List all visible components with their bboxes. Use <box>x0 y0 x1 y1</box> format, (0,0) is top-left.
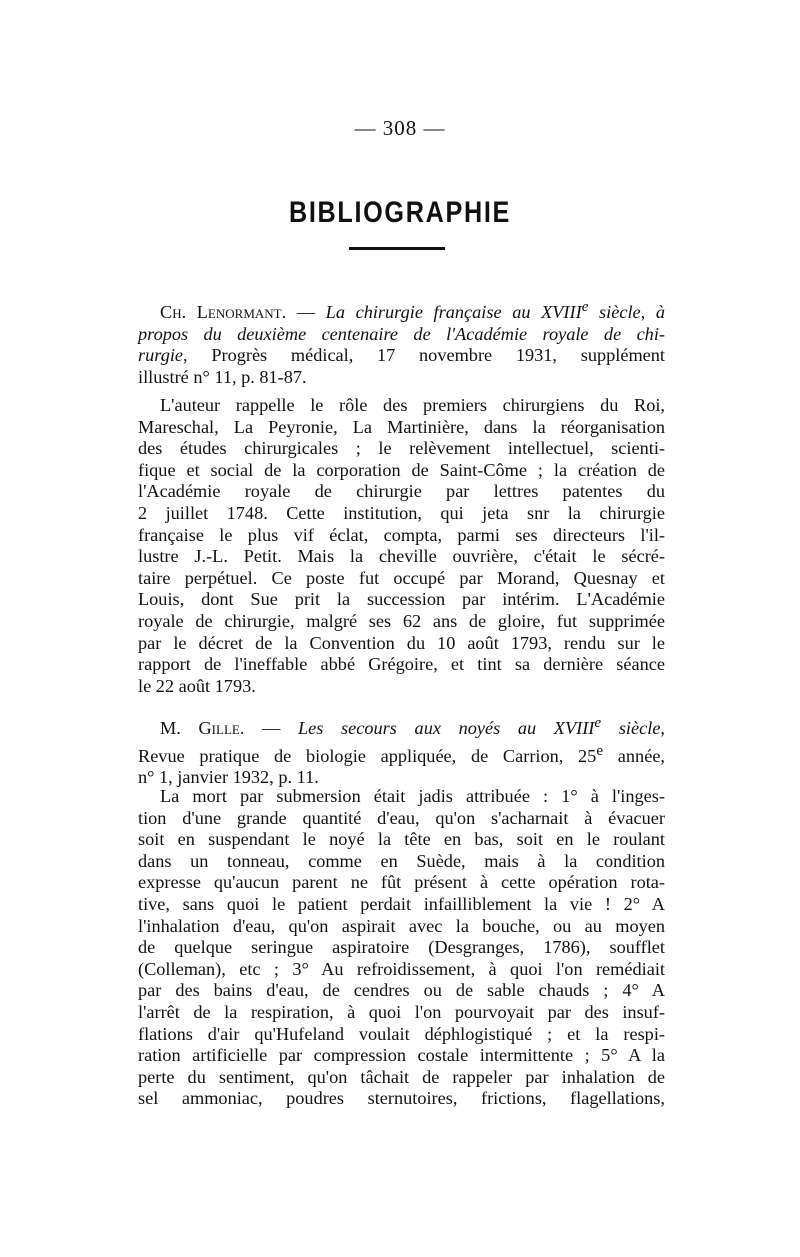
summary-line: expresse qu'aucun parent ne fût présent à cette opération rota- <box>138 872 665 893</box>
summary-line: sel ammoniac, poudres sternutoires, frictions, flagellations, <box>138 1088 665 1109</box>
entry-citation <box>138 712 665 789</box>
publication-info: année, <box>603 745 665 766</box>
summary-line: fique et social de la corporation de Saint-Côme ; la création de <box>138 459 665 480</box>
page-title: BIBLIOGRAPHIE <box>288 196 512 229</box>
summary-line: l'inhalation d'eau, qu'on aspirait avec la bouche, ou au moyen <box>138 915 665 936</box>
citation-line <box>138 324 665 346</box>
summary-line: soit en suspendant le noyé la tête en bas, soit en le roulant <box>138 829 665 850</box>
separator: . — <box>281 302 326 323</box>
summary-line: Mareschal, La Peyronie, La Martinière, dans la réorganisation <box>138 416 665 437</box>
summary-line: (Colleman), etc ; 3° Au refroidissement, à quoi l'on remédiait <box>138 958 665 979</box>
summary-line: le 22 août 1793. <box>138 675 256 696</box>
summary-line: dans un tonneau, comme en Suède, mais à la condition <box>138 850 665 871</box>
work-title-cont: siècle, à <box>588 302 665 323</box>
summary-line: Louis, dont Sue prit la succession par intérim. L'Académie <box>138 589 665 610</box>
summary-line: par des bains d'eau, de cendres ou de sable chauds ; 4° A <box>138 980 665 1001</box>
citation-line <box>138 712 665 740</box>
summary-line: ration artificielle par compression costale intermittente ; 5° A la <box>138 1045 665 1066</box>
entry-summary <box>138 786 665 1110</box>
citation-line <box>138 740 665 768</box>
citation-line <box>138 367 665 389</box>
summary-line: lustre J.-L. Petit. Mais la cheville ouvrière, c'était le sécré- <box>138 546 665 567</box>
entry-summary <box>138 395 665 697</box>
summary-line: La mort par submersion était jadis attribuée : 1° à l'inges- <box>160 786 665 806</box>
summary-line: flations d'air qu'Hufeland voulait déphlogistiqué ; et la respi- <box>138 1023 665 1044</box>
superscript: e <box>596 741 604 759</box>
summary-line: l'Académie royale de chirurgie par lettres patentes du <box>138 481 665 502</box>
summary-line: par le décret de la Convention du 10 août 1793, rendu sur le <box>138 632 665 653</box>
summary-line: L'auteur rappelle le rôle des premiers chirurgiens du Roi, <box>160 395 665 415</box>
summary-line: tion d'une grande quantité d'eau, qu'on s'acharnait à évacuer <box>138 807 665 828</box>
citation-line <box>138 345 665 367</box>
summary-line: des études chirurgicales ; le relèvement intellectuel, scienti- <box>138 438 665 459</box>
work-title-cont: siècle, <box>601 718 666 739</box>
separator: . — <box>239 718 298 739</box>
title-rule <box>349 247 445 250</box>
summary-line: taire perpétuel. Ce poste fut occupé par Morand, Quesnay et <box>138 567 665 588</box>
work-title: La chirurgie française au XVIII <box>325 302 582 323</box>
citation-line <box>138 296 665 324</box>
summary-line: l'arrêt de la respiration, à quoi l'on pourvoyait par des insuf- <box>138 1001 665 1022</box>
entry-citation <box>138 296 665 388</box>
superscript: e <box>581 298 589 315</box>
publication-info: n° 1, janvier 1932, p. 11. <box>138 767 319 788</box>
summary-line: perte du sentiment, qu'on tâchait de rappeler par inhalation de <box>138 1066 665 1087</box>
superscript: e <box>594 714 602 731</box>
publication-info: Revue pratique de biologie appliquée, de Carrion, 25 <box>138 745 597 766</box>
page-number: — 308 — <box>354 116 446 140</box>
publication-info: , Progrès médical, 17 novembre 1931, supplément <box>183 345 665 366</box>
author-name: Ch. Lenormant <box>160 302 282 323</box>
summary-line: royale de chirurgie, malgré ses 62 ans de gloire, fut supprimée <box>138 610 665 631</box>
publication-info: illustré n° 11, p. 81-87. <box>138 366 307 387</box>
work-title-cont: propos du deuxième centenaire de l'Académie royale de chi- <box>138 323 665 344</box>
author-name: M. Gille <box>160 718 240 739</box>
summary-line: française le plus vif éclat, compta, parmi ses directeurs l'il- <box>138 524 665 545</box>
summary-line: de quelque seringue aspiratoire (Desgranges, 1786), soufflet <box>138 937 665 958</box>
work-title-cont: rurgie <box>138 345 184 366</box>
summary-line: 2 juillet 1748. Cette institution, qui jeta snr la chirurgie <box>138 502 665 523</box>
work-title: Les secours aux noyés au XVIII <box>298 718 595 739</box>
summary-line: tive, sans quoi le patient perdait infailliblement la vie ! 2° A <box>138 893 665 914</box>
summary-line: rapport de l'ineffable abbé Grégoire, et tint sa dernière séance <box>138 654 665 675</box>
